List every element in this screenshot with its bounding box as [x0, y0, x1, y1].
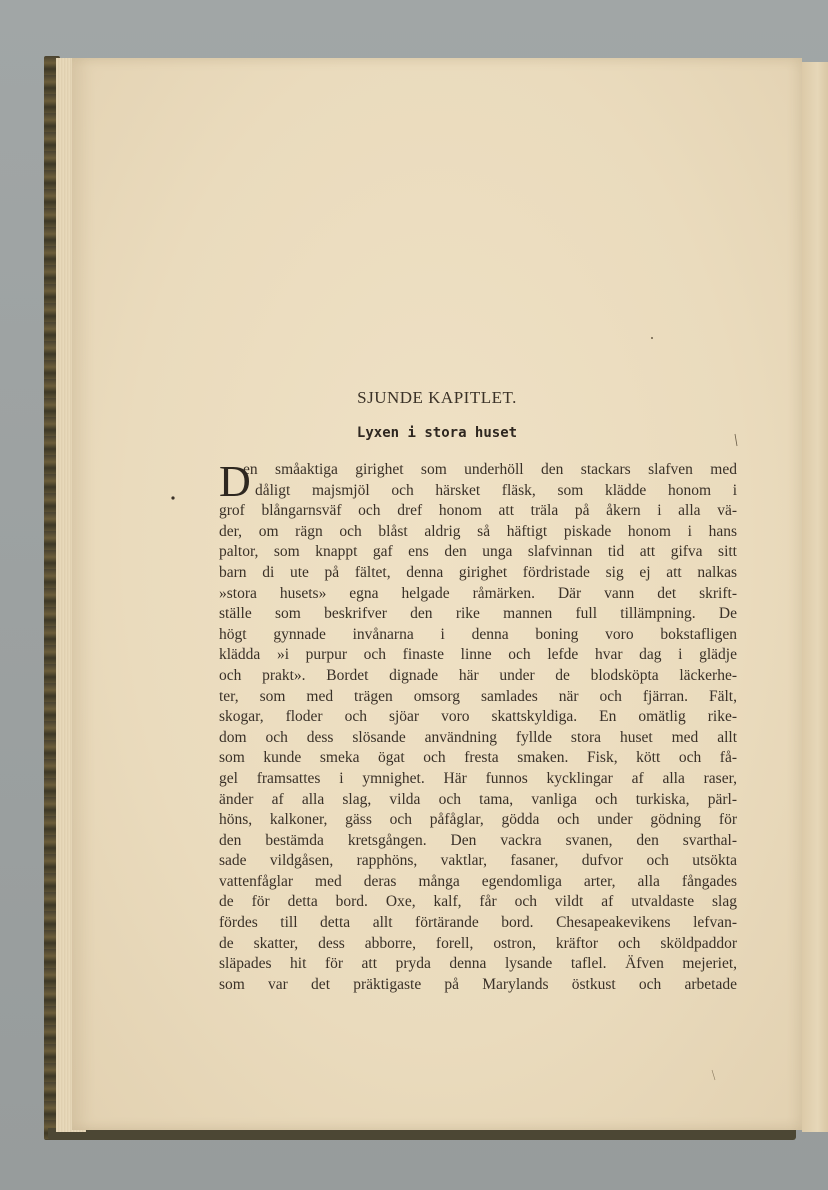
text-line: gel framsattes i ymnighet. Här funnos kycklingar af alla raser,	[219, 769, 737, 787]
facing-page-edge	[802, 62, 828, 1132]
text-line: grof blångarnsväf och dref honom att träla på åkern i alla vä-	[219, 502, 737, 520]
text-line: de skatter, dess abborre, forell, ostron, kräftor och sköldpaddor	[219, 934, 737, 952]
body-text	[219, 457, 737, 995]
text-line: ter, som med trägen omsorg samlades när och fjärran. Fält,	[219, 687, 737, 705]
text-line: der, om rägn och blåst aldrig så häftigt piskade honom i hans	[219, 522, 737, 540]
text-line: »stora husets» egna helgade råmärken. Där vann det skrift-	[219, 584, 737, 602]
text-line: barn di ute på fältet, denna girighet fördristade sig ej att nalkas	[219, 563, 737, 581]
text-line: skogar, floder och sjöar voro skattskyldiga. En omätlig rike-	[219, 708, 737, 726]
chapter-heading: SJUNDE KAPITLET.	[357, 388, 517, 407]
text-line: en småaktiga girighet som underhöll den stackars slafven med	[243, 461, 737, 478]
text-line: den bestämda kretsgången. Den vackra svanen, den svarthal-	[219, 831, 737, 849]
text-line: som var det präktigaste på Marylands östkust och arbetade	[219, 975, 737, 993]
text-line: vattenfåglar med deras många egendomliga arter, alla fångades	[219, 872, 737, 890]
text-line: klädda »i purpur och finaste linne och lefde hvar dag i glädje	[219, 646, 737, 664]
text-line: högt gynnade invånarna i denna boning voro bokstafligen	[219, 625, 737, 643]
text-line: paltor, som knappt gaf ens den unga slafvinnan tid att gifva sitt	[219, 543, 737, 561]
text-line: änder af alla slag, vilda och tama, vanliga och turkiska, pärl-	[219, 790, 737, 808]
drop-cap: D	[219, 457, 251, 506]
text-line: och prakt». Bordet dignade här under de blodsköpta läckerhe-	[219, 666, 737, 684]
text-line: dom och dess slösande användning fyllde stora huset med allt	[219, 728, 737, 746]
text-line: ställe som beskrifver den rike mannen full tillämpning. De	[219, 605, 737, 623]
text-line: släpades hit för att pryda denna lysande taflel. Äfven mejeriet,	[219, 955, 737, 973]
chapter-title: Lyxen i stora huset	[356, 425, 518, 441]
text-line: dåligt majsmjöl och härsket fläsk, som klädde honom i	[255, 481, 737, 499]
text-line: sade vildgåsen, rapphöns, vaktlar, fasaner, dufvor och utsökta	[219, 852, 737, 870]
text-line: fördes till detta allt förtärande bord. Chesapeakevikens lefvan-	[219, 914, 737, 932]
text-line: de för detta bord. Oxe, kalf, får och vildt af utvaldaste slag	[219, 893, 737, 911]
text-line: höns, kalkoner, gäss och påfåglar, gödda och under gödning för	[219, 811, 737, 829]
text-line: som kunde smeka ögat och fresta smaken. Fisk, kött och få-	[219, 749, 737, 767]
